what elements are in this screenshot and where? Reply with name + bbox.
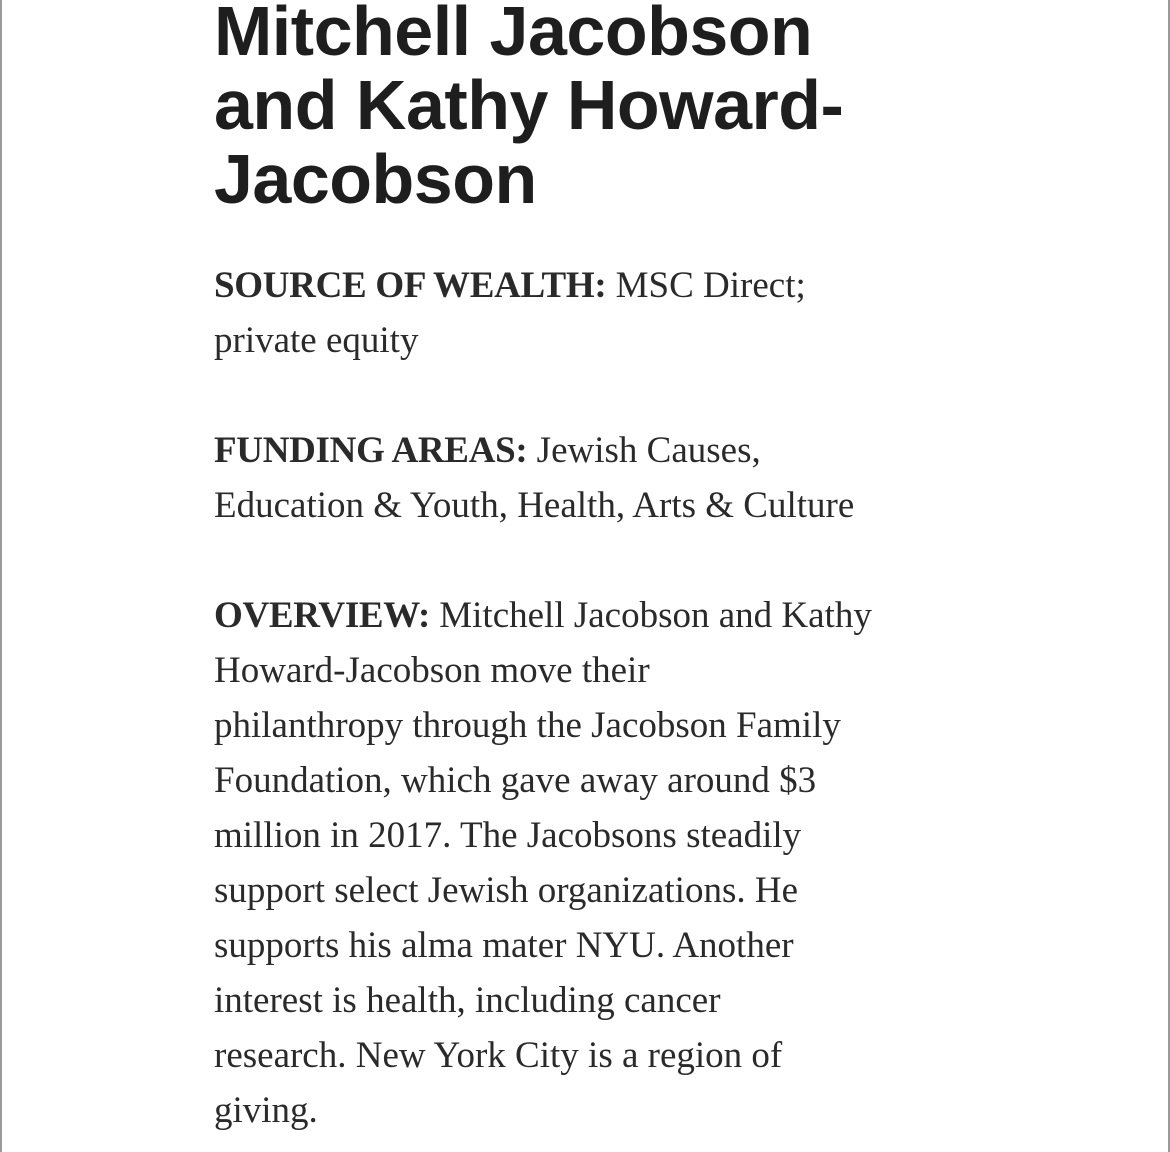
title-line: Mitchell Jacobson [214, 0, 813, 70]
overview-label: OVERVIEW: [214, 595, 430, 636]
overview-text-line: research. New York City is a region of [214, 1035, 783, 1076]
overview-text-line: giving. [214, 1090, 318, 1131]
source-of-wealth-value-cont: private equity [214, 320, 419, 361]
overview-text-line: supports his alma mater NYU. Another [214, 925, 794, 966]
overview-text-line: philanthropy through the Jacobson Family [214, 705, 841, 746]
funding-areas-value: Jewish Causes, [527, 430, 761, 471]
profile-article [214, 0, 974, 1131]
funding-areas-value-cont: Education & Youth, Health, Arts & Culture [214, 485, 855, 526]
overview-text: Mitchell Jacobson and Kathy [429, 595, 872, 636]
funding-areas-section [214, 423, 854, 533]
source-of-wealth-value: MSC Direct; [606, 265, 806, 306]
overview-text-line: million in 2017. The Jacobsons steadily [214, 815, 802, 856]
overview-text-line: support select Jewish organizations. He [214, 870, 798, 911]
source-of-wealth-section [214, 258, 806, 368]
overview-text-line: interest is health, including cancer [214, 980, 721, 1021]
overview-text-line: Howard-Jacobson move their [214, 650, 650, 691]
source-of-wealth-label: SOURCE OF WEALTH: [214, 265, 607, 306]
overview-text-line: Foundation, which gave away around $3 [214, 760, 817, 801]
profile-title [214, 0, 974, 216]
title-line: and Kathy Howard- [214, 66, 844, 144]
overview-section [214, 588, 872, 1138]
funding-areas-label: FUNDING AREAS: [214, 430, 528, 471]
title-line: Jacobson [214, 140, 537, 218]
